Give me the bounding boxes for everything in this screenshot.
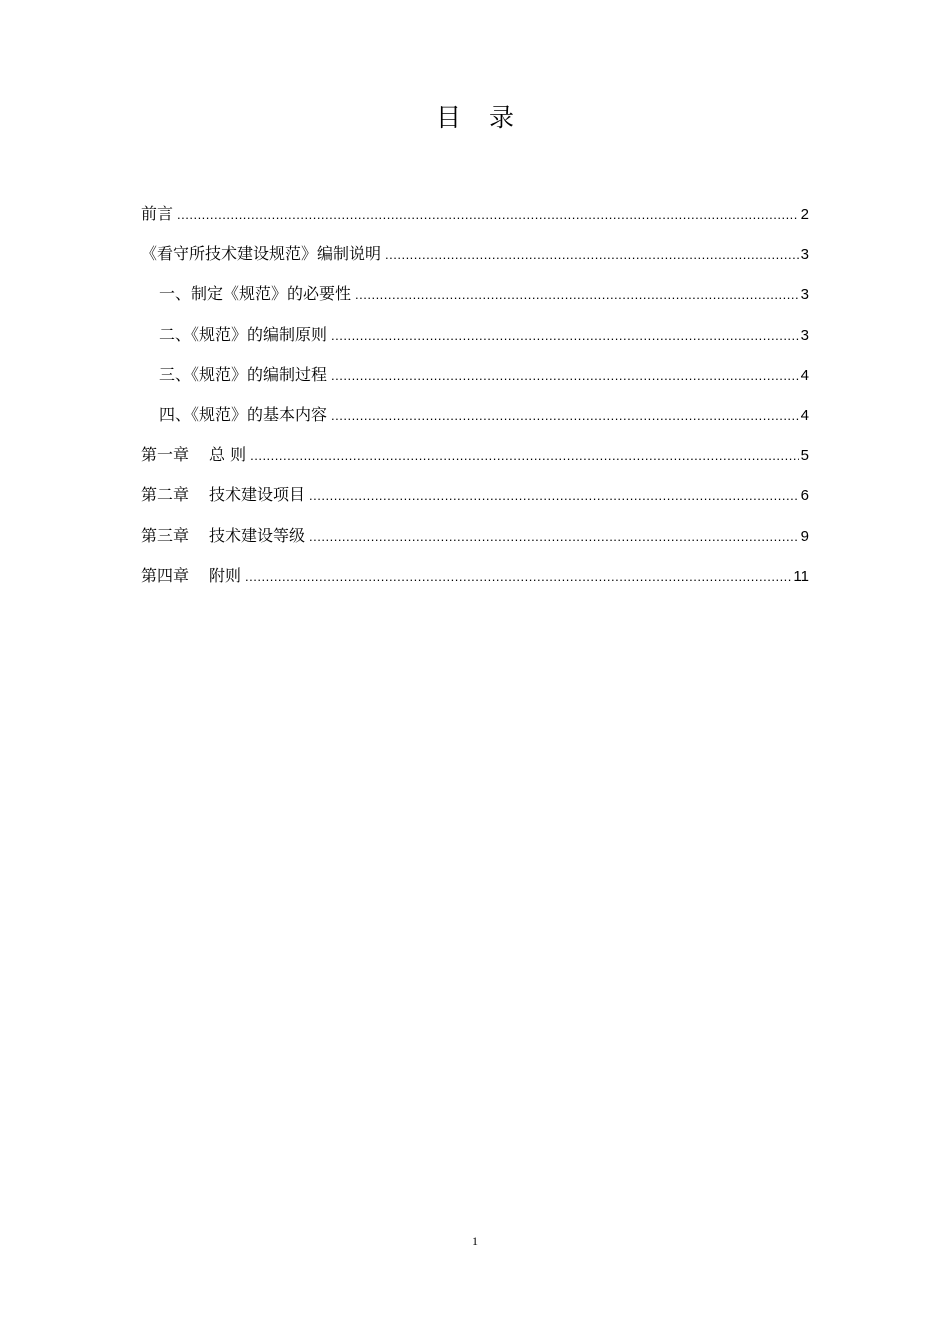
toc-chapter-number: 第四章 <box>141 565 190 585</box>
toc-chapter-number: 第三章 <box>141 525 190 545</box>
toc-page-number: 3 <box>800 326 809 344</box>
toc-dot-leader <box>309 482 799 510</box>
toc-entry-principles[interactable] <box>141 321 809 361</box>
toc-dot-leader <box>385 241 799 269</box>
toc-entry-chapter-4[interactable] <box>141 562 809 602</box>
toc-entry-process[interactable] <box>141 361 809 401</box>
toc-dot-leader <box>355 281 799 309</box>
toc-page-number: 2 <box>800 206 809 223</box>
toc-entry-label: 前言 <box>141 204 174 223</box>
toc-entry-chapter-3[interactable] <box>141 522 809 562</box>
toc-dot-leader <box>331 322 799 350</box>
toc-entry-chapter-2[interactable] <box>141 481 809 521</box>
toc-entry-necessity[interactable] <box>141 280 809 320</box>
toc-page-number: 4 <box>800 406 809 424</box>
toc-entry-label: 三、《规范》的编制过程 <box>159 364 328 384</box>
title-char-2: 录 <box>489 103 515 132</box>
toc-entry-label <box>141 562 241 590</box>
toc-dot-leader <box>331 402 799 430</box>
toc-entry-compilation-notes[interactable] <box>141 240 809 280</box>
toc-entry-label: 四、《规范》的基本内容 <box>159 404 328 424</box>
toc-dot-leader <box>250 442 799 470</box>
toc-entry-preface[interactable] <box>141 200 809 240</box>
toc-chapter-number: 第二章 <box>141 485 190 505</box>
footer-page-number: 1 <box>472 1234 478 1248</box>
toc-entry-chapter-1[interactable] <box>141 441 809 481</box>
toc-entry-label <box>141 441 246 469</box>
toc-entry-label <box>141 481 305 509</box>
toc-entry-label: 《看守所技术建设规范》编制说明 <box>141 244 382 264</box>
title-char-1: 目 <box>435 103 461 132</box>
toc-chapter-title: 附则 <box>209 565 242 585</box>
toc-page-number: 3 <box>800 286 809 304</box>
toc-page-number: 3 <box>800 246 809 264</box>
toc-chapter-title: 技术建设等级 <box>209 525 306 545</box>
toc-entry-label: 二、《规范》的编制原则 <box>159 324 328 344</box>
toc-page-number: 11 <box>793 567 809 585</box>
toc-chapter-title: 总 则 <box>209 445 247 465</box>
toc-page-number: 5 <box>800 447 809 465</box>
toc-dot-leader <box>331 362 799 390</box>
toc-entry-label <box>141 522 305 550</box>
toc-entry-label: 一、制定《规范》的必要性 <box>159 284 352 304</box>
toc-page-number: 6 <box>800 487 809 505</box>
table-of-contents <box>141 200 809 602</box>
page-title <box>0 98 950 138</box>
toc-chapter-number: 第一章 <box>141 445 190 465</box>
toc-dot-leader <box>309 523 799 551</box>
toc-chapter-title: 技术建设项目 <box>209 485 306 505</box>
toc-entry-basic-content[interactable] <box>141 401 809 441</box>
toc-page-number: 4 <box>800 366 809 384</box>
toc-page-number: 9 <box>800 527 809 545</box>
toc-dot-leader <box>177 201 799 229</box>
toc-dot-leader <box>245 563 791 591</box>
